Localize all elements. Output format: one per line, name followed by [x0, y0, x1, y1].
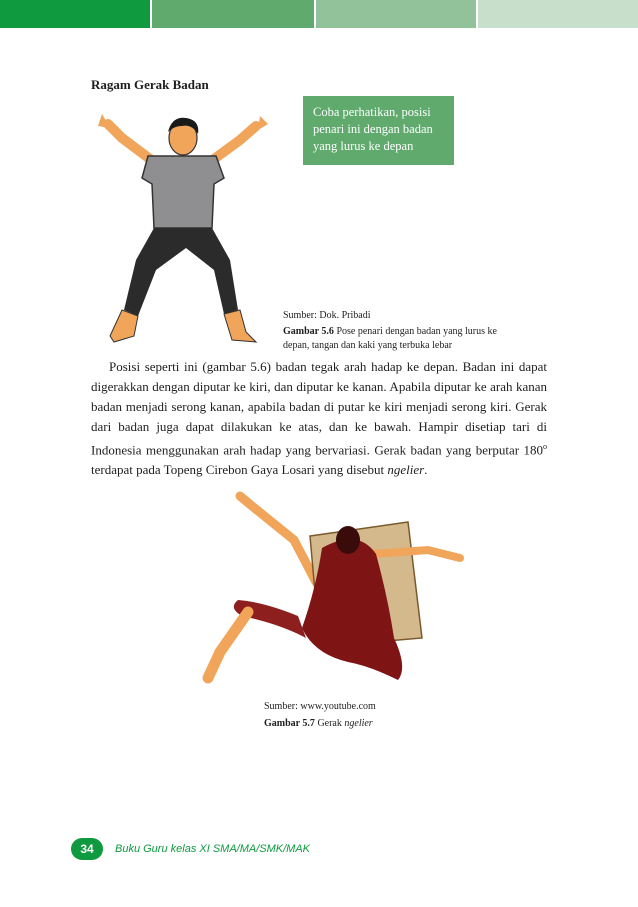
figure-label: Gambar 5.7 [264, 718, 315, 729]
figure-source: Sumber: www.youtube.com [264, 701, 376, 712]
paragraph-text: terdapat pada Topeng Cirebon Gaya Losari yang disebut [91, 462, 388, 478]
figure-source: Sumber: Dok. Pribadi [283, 310, 371, 321]
figure-label: Gambar 5.6 [283, 326, 334, 337]
italic-term: ngelier [387, 462, 425, 478]
dancer-front-pose-illustration [88, 110, 273, 350]
figure-caption-text: Pose penari dengan badan yang lurus ke [336, 326, 497, 337]
top-bar-segment [478, 0, 638, 28]
book-title: Buku Guru kelas XI SMA/MA/SMK/MAK [115, 843, 311, 855]
top-color-bar [0, 0, 638, 28]
callout-line: penari ini dengan badan [313, 122, 433, 136]
figure-caption [283, 325, 497, 353]
top-bar-segment [0, 0, 150, 28]
figure-caption [264, 717, 373, 731]
section-heading: Ragam Gerak Badan [91, 77, 209, 92]
paragraph-text: . [424, 462, 428, 478]
page-footer [71, 838, 310, 860]
top-bar-segment [152, 0, 314, 28]
ngelier-dance-illustration [198, 488, 473, 688]
page-number-badge: 34 [71, 838, 103, 860]
callout-box [303, 96, 454, 165]
body-paragraph [91, 357, 547, 480]
degree-superscript: o [543, 442, 547, 451]
figure-caption-italic: ngelier [344, 718, 373, 729]
figure-caption-text: Gerak [317, 718, 342, 729]
top-bar-segment [316, 0, 476, 28]
figure-caption-text: depan, tangan dan kaki yang terbuka lebar [283, 340, 453, 351]
callout-line: Coba perhatikan, posisi [313, 105, 431, 119]
callout-line: yang lurus ke depan [313, 139, 414, 153]
paragraph-text: Posisi seperti ini (gambar 5.6) badan tegak arah hadap ke depan. Badan ini dapat digerakkan dengan diputar ke kiri, dan diputar ke kanan. Apabila diputar ke arah kanan badan menjadi serong kanan, apabila badan di putar ke kiri menjadi serong kiri. Gerak dari badan juga dapat dilakukan ke atas, dan ke bawah. Hampir disetiap tari di Indonesia menggunakan arah hadap yang bervariasi. Gerak badan yang berputar 180 [91, 359, 547, 458]
